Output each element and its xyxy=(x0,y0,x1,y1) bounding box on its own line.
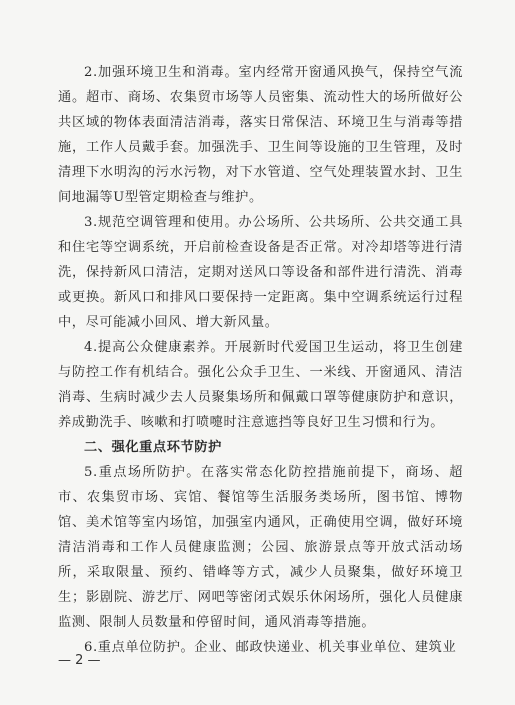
paragraph-6: 6.重点单位防护。企业、邮政快递业、机关事业单位、建筑业 xyxy=(84,640,457,655)
document-body xyxy=(58,60,463,660)
paragraph-2: 2.加强环境卫生和消毒。室内经常开窗通风换气，保持空气流通。超市、商场、农集贸市场等人员密集、流动性大的场所做好公共区域的物体表面清洁消毒，落实日常保洁、环境卫生与消毒等措施，工作人员戴手套。加强洗手、卫生间等设施的卫生管理，及时清理下水明沟的污水污物，对下水管道、空气处理装置水封、卫生间地漏等U型管定期检查与维护。 xyxy=(58,65,463,205)
paragraph-3: 3.规范空调管理和使用。办公场所、公共场所、公共交通工具和住宅等空调系统，开启前检查设备是否正常。对冷却塔等进行清洗，保持新风口清洁，定期对送风口等设备和部件进行清洗、消毒或更换。新风口和排风口要保持一定距离。集中空调系统运行过程中，尽可能减小回风、增大新风量。 xyxy=(58,215,463,330)
paragraph-5: 5.重点场所防护。在落实常态化防控措施前提下，商场、超市、农集贸市场、宾馆、餐馆等生活服务类场所，图书馆、博物馆、美术馆等室内场馆，加强室内通风，正确使用空调，做好环境清洁消毒和工作人员健康监测；公园、旅游景点等开放式活动场所，采取限量、预约、错峰等方式，减少人员聚集，做好环境卫生；影剧院、游艺厅、网吧等密闭式娱乐休闲场所，强化人员健康监测、限制人员数量和停留时间，通风消毒等措施。 xyxy=(58,465,463,630)
section-heading: 二、强化重点环节防护 xyxy=(84,440,222,455)
paragraph-4: 4.提高公众健康素养。开展新时代爱国卫生运动，将卫生创建与防控工作有机结合。强化公众手卫生、一米线、开窗通风、清洁消毒、生病时减少去人员聚集场所和佩戴口罩等健康防护和意识，养成勤洗手、咳嗽和打喷嚏时注意遮挡等良好卫生习惯和行为。 xyxy=(58,340,463,430)
page-number: — 2 — xyxy=(58,653,101,668)
